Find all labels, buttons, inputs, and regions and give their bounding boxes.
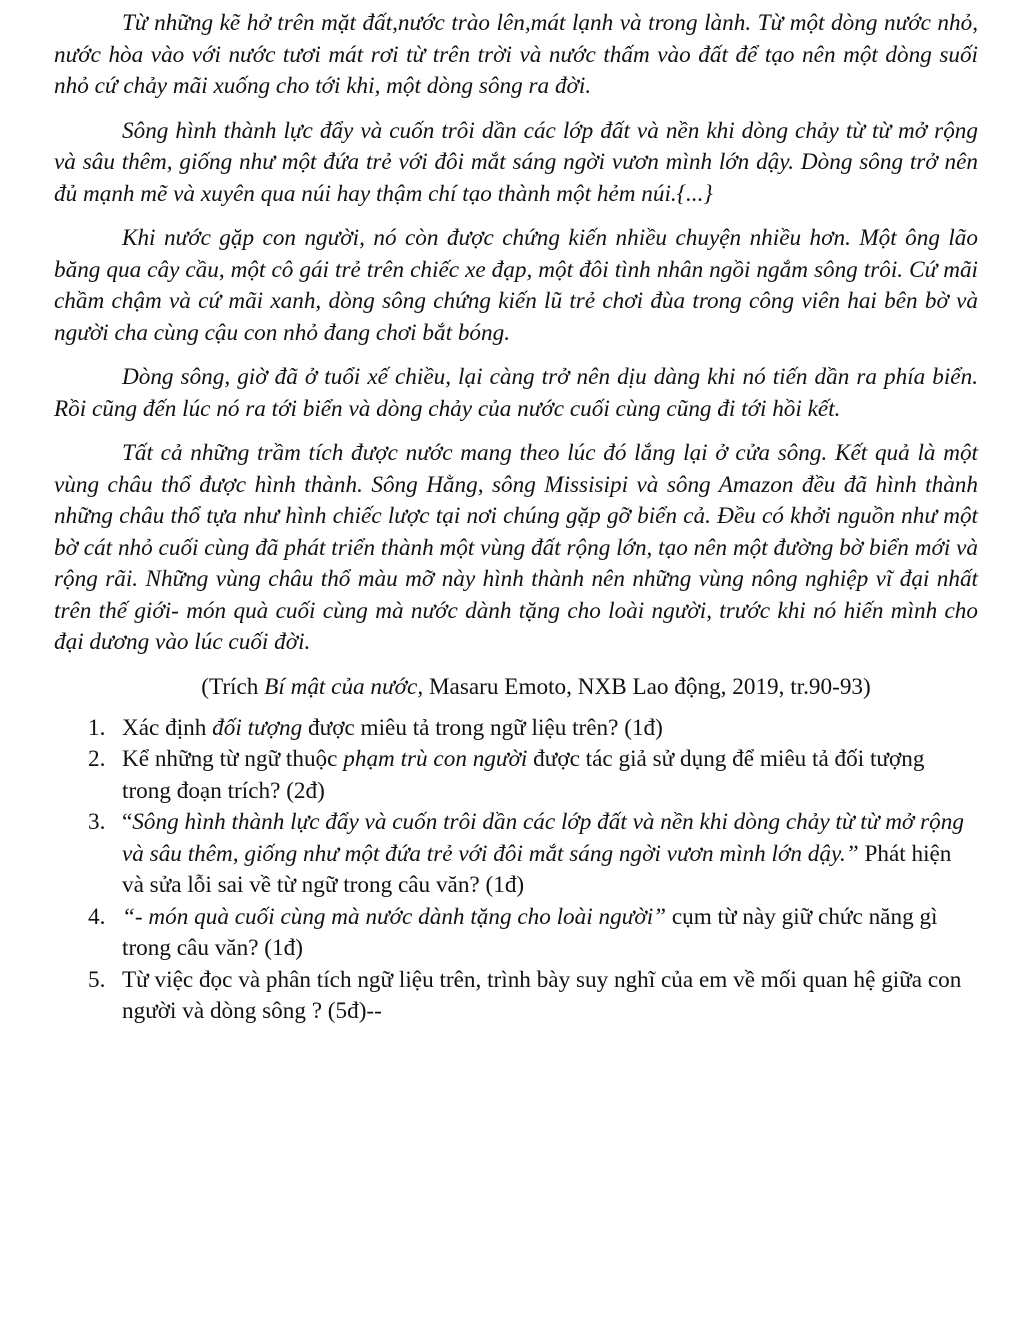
question-emphasis: đối tượng — [212, 714, 303, 741]
passage-paragraph-2: Sông hình thành lực đẩy và cuốn trôi dần các lớp đất và nền khi dòng chảy từ từ mở rộng và sâu thêm, giống như một đứa trẻ với đôi mắt sáng ngời vươn mình lớn dậy. Dòng sông trở nên đủ mạnh mẽ và xuyên qua núi hay thậm chí tạo thành một hẻm núi.{...} — [54, 117, 978, 207]
question-item — [54, 713, 978, 745]
passage-paragraph-4: Dòng sông, giờ đã ở tuổi xế chiều, lại càng trở nên dịu dàng khi nó tiến dần ra phía biển. Rồi cũng đến lúc nó ra tới biển và dòng chảy của nước cuối cùng cũng đi tới hồi kết. — [54, 364, 978, 422]
question-number: 4. — [88, 903, 106, 930]
question-item — [54, 902, 978, 965]
question-list — [54, 713, 978, 1028]
question-text-end: được tác giả sử dụng để miêu tả đối tượng trong đoạn trích? (2đ) — [122, 746, 925, 804]
passage-paragraph-5: Tất cả những trầm tích được nước mang theo lúc đó lắng lại ở cửa sông. Kết quả là một vùng châu thổ được hình thành. Sông Hằng, sông Missisipi và sông Amazon đều đã hình thành những châu thổ tựa như hình chiếc lược tại nơi chúng gặp gỡ biển cả. Đều có khởi nguồn như một bờ cát nhỏ cuối cùng đã phát triển thành một vùng đất rộng lớn, tạo nên một đường bờ biển mới và rộng rãi. Những vùng châu thổ màu mỡ này hình thành nên những vùng nông nghiệp vĩ đại nhất trên thế giới- món quà cuối cùng mà nước dành tặng cho loài người, trước khi nó hiến mình cho đại dương vào lúc cuối đời. — [54, 440, 978, 655]
question-emphasis: “- món quà cuối cùng mà nước dành tặng cho loài người” — [122, 903, 667, 930]
question-text: Từ việc đọc và phân tích ngữ liệu trên, trình bày suy nghĩ của em về mối quan hệ giữa con người và dòng sông ? (5đ)-- — [122, 966, 962, 1024]
source-citation — [54, 672, 978, 703]
question-number: 1. — [88, 714, 106, 741]
passage-paragraph-3: Khi nước gặp con người, nó còn được chứng kiến nhiều chuyện nhiều hơn. Một ông lão băng qua cây cầu, một cô gái trẻ trên chiếc xe đạp, một đôi tình nhân ngồi ngắm sông trôi. Cứ mãi chầm chậm và cứ mãi xanh, dòng sông chứng kiến lũ trẻ chơi đùa trong công viên hai bên bờ và người cha cùng cậu con nhỏ đang chơi bắt bóng. — [54, 225, 978, 346]
citation-prefix: (Trích — [201, 673, 265, 700]
question-text-end: cụm từ này giữ chức năng gì trong câu văn? (1đ) — [122, 903, 938, 961]
citation-suffix: Masaru Emoto, NXB Lao động, 2019, tr.90-93) — [423, 673, 871, 700]
question-text: Kể những từ ngữ thuộc — [122, 746, 344, 772]
question-number: 2. — [88, 746, 106, 772]
question-item — [54, 744, 978, 807]
question-emphasis: phạm trù con người — [343, 746, 528, 772]
question-text-end: Phát hiện và sửa lỗi sai về từ ngữ trong câu văn? (1đ) — [122, 840, 952, 898]
passage — [54, 8, 978, 659]
question-text: “ — [122, 809, 133, 835]
question-text-end: được miêu tả trong ngữ liệu trên? (1đ) — [302, 714, 663, 741]
question-emphasis: Sông hình thành lực đẩy và cuốn trôi dần các lớp đất và nền khi dòng chảy từ từ mở rộng và sâu thêm, giống như một đứa trẻ với đôi mắt sáng ngời vươn mình lớn dậy.” — [122, 809, 964, 867]
question-item — [54, 807, 978, 902]
citation-title: Bí mật của nước, — [264, 673, 424, 700]
question-item — [54, 965, 978, 1028]
question-text: Xác định — [122, 714, 213, 741]
question-number: 3. — [88, 809, 106, 835]
question-number: 5. — [88, 966, 106, 993]
passage-paragraph-1: Từ những kẽ hở trên mặt đất,nước trào lên,mát lạnh và trong lành. Từ một dòng nước nhỏ, nước hòa vào với nước tươi mát rơi từ trên trời và nước thấm vào đất để tạo nên một dòng suối nhỏ cứ chảy mãi xuống cho tới khi, một dòng sông ra đời. — [54, 10, 978, 99]
